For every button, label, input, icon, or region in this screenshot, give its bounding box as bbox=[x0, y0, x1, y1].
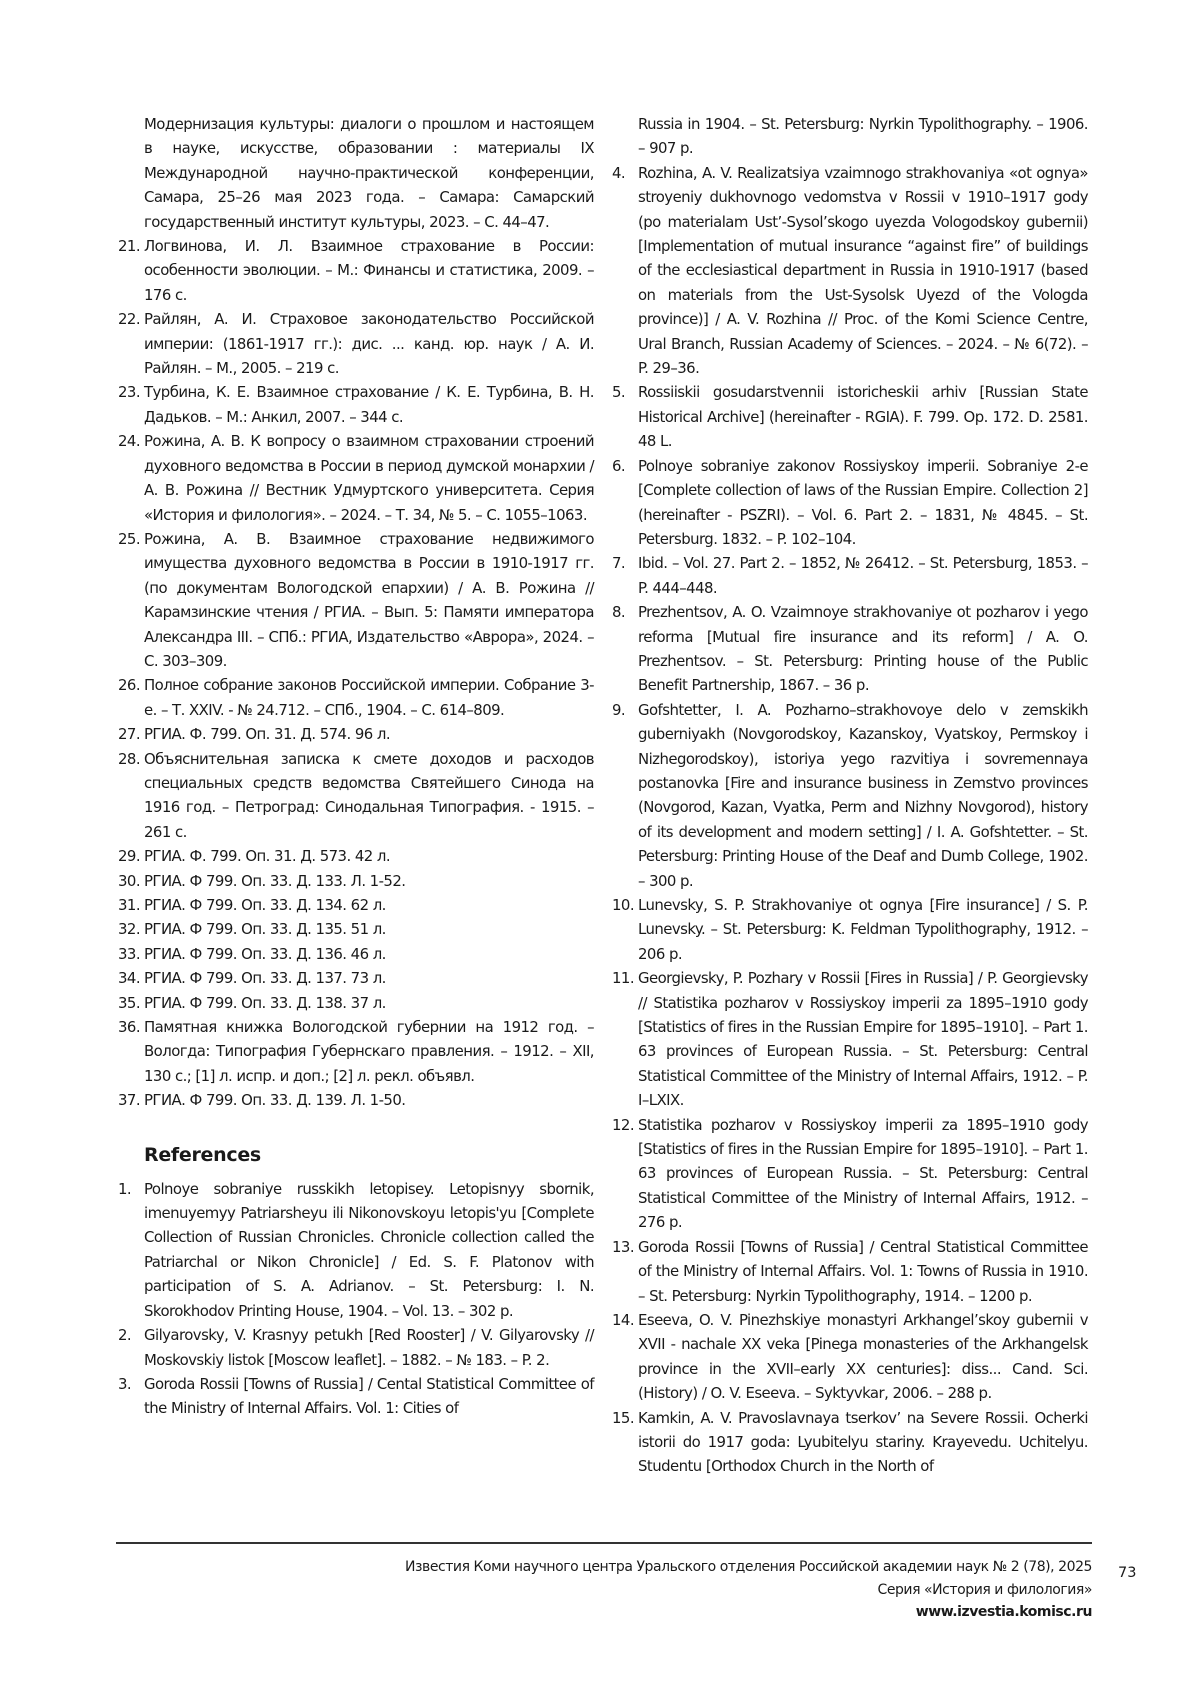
reference-text: РГИА. Ф 799. Оп. 33. Д. 134. 62 л. bbox=[144, 896, 386, 914]
reference-entry bbox=[118, 1015, 594, 1088]
reference-text: РГИА. Ф. 799. Оп. 31. Д. 574. 96 л. bbox=[144, 725, 391, 744]
reference-number: 32. bbox=[118, 920, 141, 939]
reference-number: 34. bbox=[118, 969, 141, 988]
reference-entry bbox=[118, 869, 594, 893]
reference-text: Georgievsky, P. Pozhary v Rossii [Fires in Russia] / P. Georgievsky // Statistika pozharov v Rossiyskoy imperii za 1895–1910 gody [Statistics of fires in the Russian Empire for 1895–1910]. – Part 1. 63 provinces of European Russia. – St. Petersburg: Central Statistical Committee of the Ministry of Internal Affairs, 1912. – P. I–LXIX. bbox=[638, 969, 1088, 1110]
journal-title: Известия Коми научного центра Уральского отделения Российской академии наук № 2 (78), 2025 bbox=[405, 1559, 1092, 1575]
reference-entry bbox=[118, 429, 594, 527]
page-footer bbox=[405, 1556, 1092, 1624]
reference-number: 10. bbox=[612, 896, 635, 914]
reference-number: 35. bbox=[118, 993, 141, 1012]
reference-text: Логвинова, И. Л. Взаимное страхование в России: особенности эволюции. – М.: Финансы и статистика, 2009. – 176 с. bbox=[144, 237, 594, 304]
reference-entry bbox=[118, 673, 594, 722]
reference-entry bbox=[118, 747, 594, 845]
reference-number: 14. bbox=[612, 1310, 635, 1329]
reference-entry bbox=[118, 722, 594, 746]
reference-entry bbox=[118, 1372, 594, 1421]
reference-number: 11. bbox=[612, 969, 635, 988]
reference-number: 26. bbox=[118, 676, 141, 695]
reference-number: 2. bbox=[118, 1326, 132, 1345]
reference-text: Турбина, К. Е. Взаимное страхование / К. Е. Турбина, В. Н. Дадьков. – М.: Анкил, 2007. – 344 с. bbox=[144, 383, 594, 426]
reference-entry bbox=[118, 966, 594, 990]
reference-number: 31. bbox=[118, 896, 141, 914]
reference-text: Polnoye sobraniye russkikh letopisey. Letopisnyy sbornik, imenuyemyy Patriarsheyu ili Nikonovskoyu letopis'yu [Complete Collection of Russian Chronicles. Chronicle collection called the Patriarchal or Nikon Chronicle] / Ed. S. F. Platonov with participation of S. A. Adrianov. – St. Petersburg: I. N. Skorokhodov Printing House, 1904. – Vol. 13. – 302 p. bbox=[144, 1179, 594, 1320]
reference-entry bbox=[118, 307, 594, 380]
reference-number: 15. bbox=[612, 1408, 635, 1427]
right-column bbox=[612, 112, 1088, 1479]
reference-number: 7. bbox=[612, 554, 626, 573]
reference-continuation: Russia in 1904. – St. Petersburg: Nyrkin Typolithography. – 1906. – 907 p. bbox=[638, 115, 1088, 158]
reference-text: Goroda Rossii [Towns of Russia] / Central Statistical Committee of the Ministry of Internal Affairs. Vol. 1: Towns of Russia in 1910. – St. Petersburg: Nyrkin Typolithography, 1914. – 1200 p. bbox=[638, 1237, 1088, 1305]
reference-text: Eseeva, O. V. Pinezhskiye monastyri Arkhangel’skoy gubernii v XVII - nachale XX veka [Pinega monasteries of the Arkhangelsk province in the XVII–early XX centuries]: diss... Cand. Sci. (History) / O. V. Eseeva. – Syktyvkar, 2006. – 288 p. bbox=[638, 1310, 1088, 1403]
reference-entry bbox=[118, 917, 594, 941]
reference-text: Polnoye sobraniye zakonov Rossiyskoy imperii. Sobraniye 2-e [Complete collection of laws of the Russian Empire. Collection 2] (hereinafter - PSZRI). – Vol. 6. Part 2. – 1831, № 4845. – St. Petersburg. 1832. – P. 102–104. bbox=[638, 456, 1088, 548]
reference-text: Ibid. – Vol. 27. Part 2. – 1852, № 26412. – St. Petersburg, 1853. – P. 444–448. bbox=[638, 554, 1088, 597]
reference-text: Kamkin, A. V. Pravoslavnaya tserkov’ na Severe Rossii. Ocherki istorii do 1917 goda: Lyubitelyu stariny. Krayevedu. Uchitelyu. Studentu [Orthodox Church in the North of bbox=[638, 1408, 1088, 1476]
reference-entry bbox=[118, 893, 594, 917]
page-number: 73 bbox=[1118, 1565, 1137, 1581]
reference-number: 27. bbox=[118, 725, 141, 744]
journal-series: Серия «История и филология» bbox=[877, 1581, 1092, 1598]
reference-entry bbox=[118, 942, 594, 966]
reference-text: Памятная книжка Вологодской губернии на 1912 год. – Вологда: Типография Губернскаго правления. – 1912. – XII, 130 с.; [1] л. испр. и доп.; [2] л. рекл. объявл. bbox=[144, 1018, 594, 1085]
reference-entry bbox=[118, 1323, 594, 1372]
footer-divider bbox=[116, 1542, 1092, 1544]
reference-entry bbox=[612, 1406, 1088, 1479]
reference-text: РГИА. Ф 799. Оп. 33. Д. 138. 37 л. bbox=[144, 993, 386, 1012]
reference-text: Рожина, А. В. Взаимное страхование недвижимого имущества духовного ведомства в России в 1910-1917 гг. (по документам Вологодской епархии) / А. В. Рожина // Карамзинские чтения / РГИА. – Вып. 5: Памяти императора Александра III. – СПб.: РГИА, Издательство «Аврора», 2024. – С. 303–309. bbox=[144, 529, 594, 670]
reference-text: Объяснительная записка к смете доходов и расходов специальных средств ведомства Святейшего Синода на 1916 год. – Петроград: Синодальная Типография. - 1915. – 261 с. bbox=[144, 749, 594, 841]
reference-text: Rossiiskii gosudarstvennii istoricheskii arhiv [Russian State Historical Archive] (hereinafter - RGIA). F. 799. Op. 172. D. 2581. 48 L. bbox=[638, 383, 1088, 451]
reference-entry bbox=[612, 698, 1088, 893]
reference-text: РГИА. Ф 799. Оп. 33. Д. 135. 51 л. bbox=[144, 920, 386, 939]
reference-number: 23. bbox=[118, 383, 141, 402]
reference-entry bbox=[612, 380, 1088, 453]
reference-text: Полное собрание законов Российской империи. Собрание 3-е. – Т. XXIV. - № 24.712. – СПб., 1904. – С. 614–809. bbox=[144, 676, 594, 719]
reference-entry bbox=[118, 991, 594, 1015]
reference-entry bbox=[612, 1308, 1088, 1406]
reference-text: РГИА. Ф 799. Оп. 33. Д. 139. Л. 1-50. bbox=[144, 1091, 406, 1110]
reference-number: 24. bbox=[118, 432, 141, 451]
reference-number: 21. bbox=[118, 237, 141, 256]
reference-text: Gofshtetter, I. A. Pozharno–strakhovoye delo v zemskikh guberniyakh (Novgorodskoy, Kazanskoy, Vyatskoy, Permskoy i Nizhegorodskoy), istoriya yego razvitiya i sovremennaya postanovka [Fire and insurance business in Zemstvo provinces (Novgorod, Kazan, Vyatka, Perm and Nizhny Novgorod), history of its development and modern setting] / I. A. Gofshtetter. – St. Petersburg: Printing House of the Deaf and Dumb College, 1902. – 300 p. bbox=[638, 700, 1088, 890]
reference-number: 9. bbox=[612, 700, 626, 719]
reference-number: 13. bbox=[612, 1237, 635, 1256]
reference-entry bbox=[118, 234, 594, 307]
reference-entry bbox=[118, 1177, 594, 1323]
reference-text: Statistika pozharov v Rossiyskoy imperii za 1895–1910 gody [Statistics of fires in the Russian Empire for 1895–1910]. – Part 1. 63 provinces of European Russia. – St. Petersburg: Central Statistical Committee of the Ministry of Internal Affairs, 1912. – 276 p. bbox=[638, 1115, 1088, 1232]
reference-entry bbox=[612, 600, 1088, 698]
reference-entry bbox=[612, 551, 1088, 600]
reference-text: РГИА. Ф 799. Оп. 33. Д. 133. Л. 1-52. bbox=[144, 871, 406, 890]
reference-entry bbox=[612, 893, 1088, 966]
references-heading: References bbox=[144, 1143, 261, 1166]
reference-text: Райлян, А. И. Страховое законодательство Российской империи: (1861-1917 гг.): дис. ... канд. юр. наук / А. И. Райлян. – М., 2005. – 219 с. bbox=[144, 310, 594, 378]
reference-continuation: Модернизация культуры: диалоги о прошлом и настоящем в науке, искусстве, образовании : материалы IX Международной научно-практической конференции, Самара, 25–26 мая 2023 года. – Самара: Самарский государственный институт культуры, 2023. – С. 44–47. bbox=[144, 115, 594, 231]
reference-number: 29. bbox=[118, 847, 141, 866]
reference-text: Prezhentsov, A. O. Vzaimnoye strakhovaniye ot pozharov i yego reforma [Mutual fire insurance and its reform] / A. O. Prezhentsov. – St. Petersburg: Printing house of the Public Benefit Partnership, 1867. – 36 p. bbox=[638, 603, 1088, 695]
reference-entry bbox=[612, 161, 1088, 381]
reference-number: 4. bbox=[612, 163, 626, 182]
reference-number: 3. bbox=[118, 1374, 132, 1393]
reference-entry bbox=[612, 454, 1088, 552]
reference-text: РГИА. Ф. 799. Оп. 31. Д. 573. 42 л. bbox=[144, 847, 391, 866]
reference-entry bbox=[118, 380, 594, 429]
reference-number: 36. bbox=[118, 1018, 141, 1037]
reference-number: 25. bbox=[118, 529, 141, 548]
reference-entry bbox=[118, 527, 594, 673]
reference-text: Rozhina, A. V. Realizatsiya vzaimnogo strakhovaniya «ot ognya» stroyeniy dukhovnogo vedomstva v Rossii v 1910–1917 gody (po materialam Ust’-Sysol’skogo uyezda Vologodskoy gubernii) [Implementation of mutual insurance “against fire” of buildings of the ecclesiastical department in Russia in 1910-1917 (based on materials from the Ust-Sysolsk Uyezd of the Vologda province)] / A. V. Rozhina // Proc. of the Komi Science Centre, Ural Branch, Russian Academy of Sciences. – 2024. – № 6(72). – P. 29–36. bbox=[638, 163, 1088, 378]
reference-number: 33. bbox=[118, 944, 141, 963]
reference-number: 8. bbox=[612, 603, 626, 622]
reference-text: Рожина, А. В. К вопросу о взаимном страховании строений духовного ведомства в России в период думской монархии / А. В. Рожина // Вестник Удмуртского университета. Серия «История и филология». – 2024. – Т. 34, № 5. – С. 1055–1063. bbox=[144, 432, 594, 524]
reference-entry bbox=[612, 1235, 1088, 1308]
reference-entry bbox=[118, 844, 594, 868]
reference-number: 37. bbox=[118, 1091, 141, 1110]
reference-number: 30. bbox=[118, 871, 141, 890]
reference-entry bbox=[118, 1088, 594, 1112]
journal-url[interactable]: www.izvestia.komisc.ru bbox=[915, 1604, 1092, 1620]
reference-number: 1. bbox=[118, 1179, 132, 1198]
reference-text: Gilyarovsky, V. Krasnyy petukh [Red Rooster] / V. Gilyarovsky // Moskovskiy listok [Moscow leaflet]. – 1882. – № 183. – P. 2. bbox=[144, 1326, 594, 1369]
reference-text: РГИА. Ф 799. Оп. 33. Д. 136. 46 л. bbox=[144, 944, 386, 963]
reference-text: Goroda Rossii [Towns of Russia] / Cental Statistical Committee of the Ministry of Internal Affairs. Vol. 1: Cities of bbox=[144, 1374, 594, 1418]
left-column bbox=[118, 112, 594, 1421]
reference-number: 5. bbox=[612, 383, 626, 402]
reference-number: 28. bbox=[118, 749, 141, 768]
reference-text: Lunevsky, S. P. Strakhovaniye ot ognya [Fire insurance] / S. P. Lunevsky. – St. Petersburg: K. Feldman Typolithography, 1912. – 206 p. bbox=[638, 896, 1088, 963]
reference-number: 6. bbox=[612, 456, 626, 475]
reference-entry bbox=[612, 1113, 1088, 1235]
reference-number: 22. bbox=[118, 310, 141, 329]
reference-text: РГИА. Ф 799. Оп. 33. Д. 137. 73 л. bbox=[144, 969, 386, 988]
reference-number: 12. bbox=[612, 1115, 635, 1134]
reference-entry bbox=[612, 966, 1088, 1112]
